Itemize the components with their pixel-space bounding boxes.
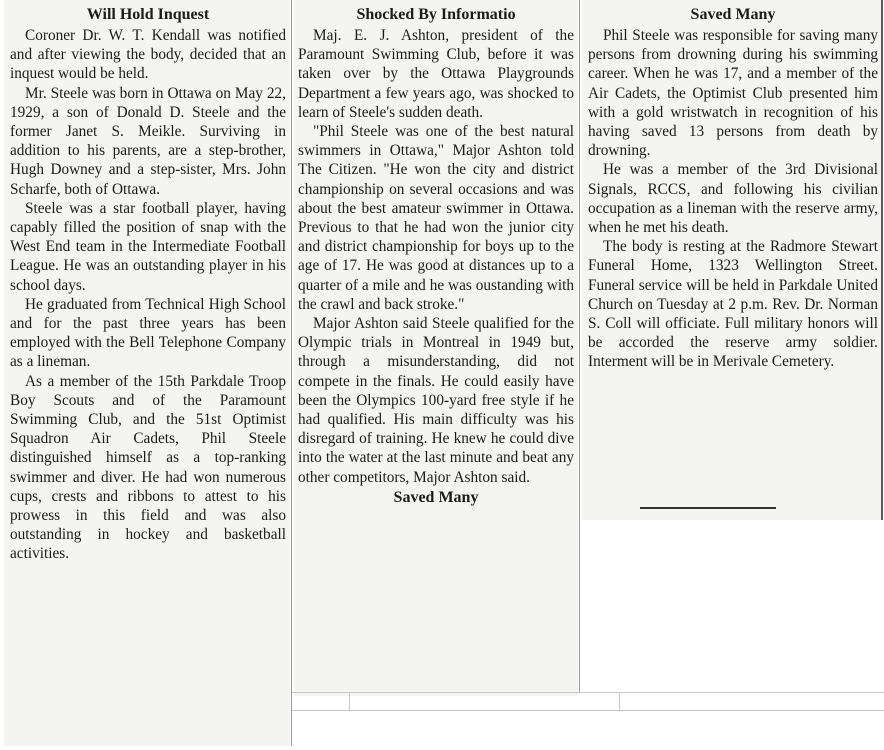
paragraph: Phil Steele was responsible for saving many persons from drowning during his swimming career. When he was 17, and a member of the Air Cadets, the Optimist Club presented him with a gold wristwatch in recognition of his having saved 13 persons from death by drowning. <box>588 27 878 160</box>
column-divider <box>291 0 292 746</box>
paragraph: Major Ashton said Steele qualified for the Olympic trials in Montreal in 1949 but, through a misunderstanding, did not compete in the finals. He could easily have been the Olympics 100-yard free style if he had qualified. His main difficulty was his disregard of training. He knew he could dive into the water at the last minute and beat any other competitors, Major Ashton said. <box>298 315 574 486</box>
paragraph: Mr. Steele was born in Ottawa on May 22, 1929, a son of Donald D. Steele and the former Janet S. Meikle. Surviving in addition to his parents, are a step-brother, Hugh Downey and a step-sister, Mrs. John Scharfe, both of Ottawa. <box>10 84 286 198</box>
column-divider <box>579 0 580 692</box>
article-column-2 <box>294 0 578 696</box>
section-heading-will-hold-inquest: Will Hold Inquest <box>86 6 210 23</box>
article-column-1 <box>4 0 290 746</box>
paragraph: Steele was a star football player, having capably filled the position of snap with the West End team in the Intermediate Football League. He was an outstanding player in his school days. <box>10 199 286 294</box>
paragraph: Maj. E. J. Ashton, president of the Paramount Swimming Club, before it was taken over by the Ottawa Playgrounds Department a few years ago, was shocked to learn of Steele's sudden death. <box>298 27 574 121</box>
table-rule <box>292 710 884 711</box>
section-heading-saved-many-footer: Saved Many <box>393 488 479 506</box>
section-heading-shocked-by-information: Shocked By Informatio <box>356 6 516 23</box>
paragraph: He graduated from Technical High School and for the past three years has been employed with the Bell Telephone Company as a lineman. <box>10 295 286 371</box>
table-cell-divider <box>349 692 350 710</box>
section-heading-saved-many: Saved Many <box>690 6 776 23</box>
paragraph: The body is resting at the Radmore Stewart Funeral Home, 1323 Wellington Street. Funeral service will be held in Parkdale United Church on Tuesday at 2 p.m. Rev. Dr. Norman S. Coll will officiate. Full military honors will be accorded the reserve army soldier. Interment will be in Merivale Cemetery. <box>588 238 878 371</box>
article-column-3 <box>582 0 882 520</box>
column-edge <box>881 0 883 520</box>
table-cell-divider <box>619 692 620 710</box>
paragraph: Coroner Dr. W. T. Kendall was notified and after viewing the body, decided that an inquest would be held. <box>10 27 286 83</box>
article-end-rule <box>640 507 776 509</box>
paragraph: He was a member of the 3rd Divisional Signals, RCCS, and following his civilian occupation as a lineman with the reserve army, when he met his death. <box>588 161 878 237</box>
paragraph: As a member of the 15th Parkdale Troop Boy Scouts and of the Paramount Swimming Club, and the 51st Optimist Squadron Air Cadets, Phil Steele distinguished himself as a top-ranking swimmer and diver. He had won numerous cups, crests and ribbons to attest to his prowess in this field and was also outstanding in hockey and basketball activities. <box>10 372 286 563</box>
table-rule <box>292 692 884 693</box>
paragraph: "Phil Steele was one of the best natural swimmers in Ottawa," Major Ashton told The Citizen. "He won the city and district championship on several occasions and was about the best amateur swimmer in Ottawa. Previous to that he had won the junior city and district championship for boys up to the age of 17. He was good at distances up to a quarter of a mile and he was oustanding with the crawl and back stroke." <box>298 123 574 313</box>
